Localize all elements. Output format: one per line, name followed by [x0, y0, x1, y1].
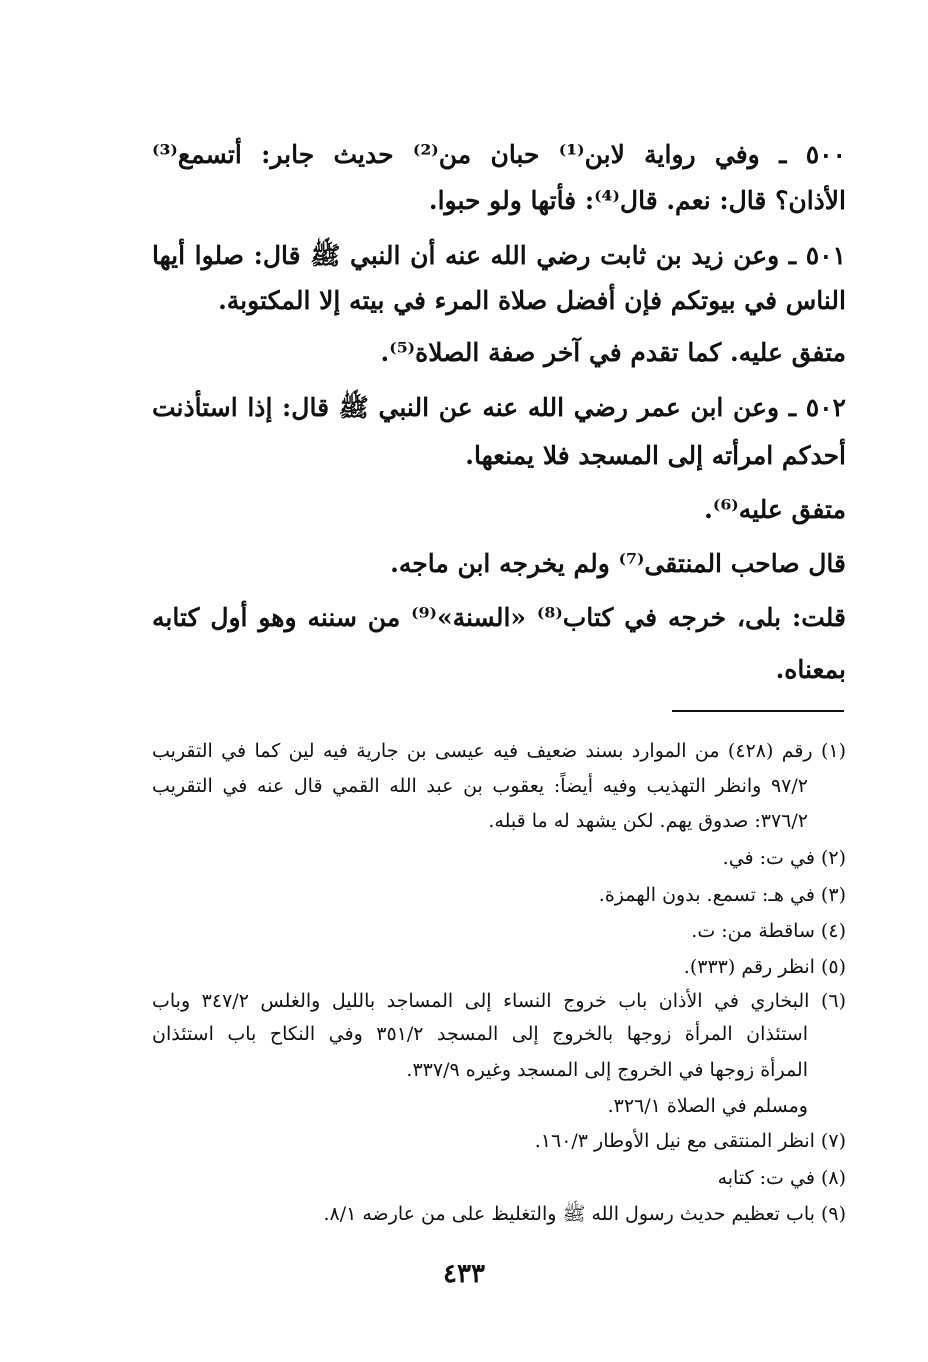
footnote-line: (٦) البخاري في الأذان باب خروج النساء إلى المساجد بالليل والغلس ٣٤٧/٢ وباب [152, 990, 847, 1012]
main-text-line: الناس في بيوتكم فإن أفضل صلاة المرء في بيته إلا المكتوبة. [218, 286, 846, 315]
footnote-line: ومسلم في الصلاة ٣٢٦/١. [607, 1095, 808, 1117]
footnote-line: (٧) انظر المنتقى مع نيل الأوطار ١٦٠/٣. [534, 1130, 846, 1152]
main-text-line: ٥٠٢ ـ وعن ابن عمر رضي الله عنه عن النبي ﷺ قال: إذا استأذنت [152, 393, 846, 422]
main-text-line: أحدكم امرأته إلى المسجد فلا يمنعها. [465, 441, 846, 470]
footnote-line: (٣) في هـ: تسمع. بدون الهمزة. [598, 884, 846, 906]
footnote-separator [672, 710, 844, 712]
main-text-line: متفق عليه⁽⁶⁾. [704, 495, 846, 524]
main-text-line: قلت: بلى، خرجه في كتاب⁽⁸⁾ «السنة»⁽⁹⁾ من سننه وهو أول كتابه [152, 603, 846, 632]
footnote-line: (٨) في ت: كتابه [717, 1167, 846, 1189]
footnote-line: استئذان المرأة زوجها بالخروج إلى المسجد ٣٥١/٢ وفي النكاح باب استئذان [152, 1023, 808, 1045]
main-text-line: متفق عليه. كما تقدم في آخر صفة الصلاة⁽⁵⁾. [380, 338, 846, 367]
footnote-line: (٥) انظر رقم (٣٣٣). [683, 956, 846, 978]
main-text-line: قال صاحب المنتقى⁽⁷⁾ ولم يخرجه ابن ماجه. [390, 549, 846, 578]
main-text-line: ٥٠١ ـ وعن زيد بن ثابت رضي الله عنه أن النبي ﷺ قال: صلوا أيها [152, 241, 846, 270]
footnote-line: (٤) ساقطة من: ت. [691, 920, 846, 942]
footnote-line: ٣٧٦/٢: صدوق يهم. لكن يشهد له ما قبله. [488, 810, 808, 832]
footnote-line: ٩٧/٢ وانظر التهذيب وفيه أيضاً: يعقوب بن عبد الله القمي قال عنه في التقريب [152, 775, 808, 797]
main-text-line: الأذان؟ قال: نعم. قال⁽⁴⁾: فأتها ولو حبوا. [428, 186, 846, 215]
main-text-line: ٥٠٠ ـ وفي رواية لابن⁽¹⁾ حبان من⁽²⁾ حديث جابر: أتسمع⁽³⁾ [152, 140, 846, 169]
footnote-line: (١) رقم (٤٢٨) من الموارد بسند ضعيف فيه عيسى بن جارية فيه لين كما في التقريب [152, 740, 846, 762]
footnote-line: (٢) في ت: في. [722, 847, 846, 869]
page-number: ٤٣٣ [443, 1259, 485, 1289]
footnote-line: (٩) باب تعظيم حديث رسول الله ﷺ والتغليظ على من عارضه ٨/١. [323, 1203, 846, 1225]
footnote-line: المرأة زوجها في الخروج إلى المسجد وغيره ٣٣٧/٩. [406, 1059, 808, 1081]
main-text-line: بمعناه. [775, 655, 846, 684]
